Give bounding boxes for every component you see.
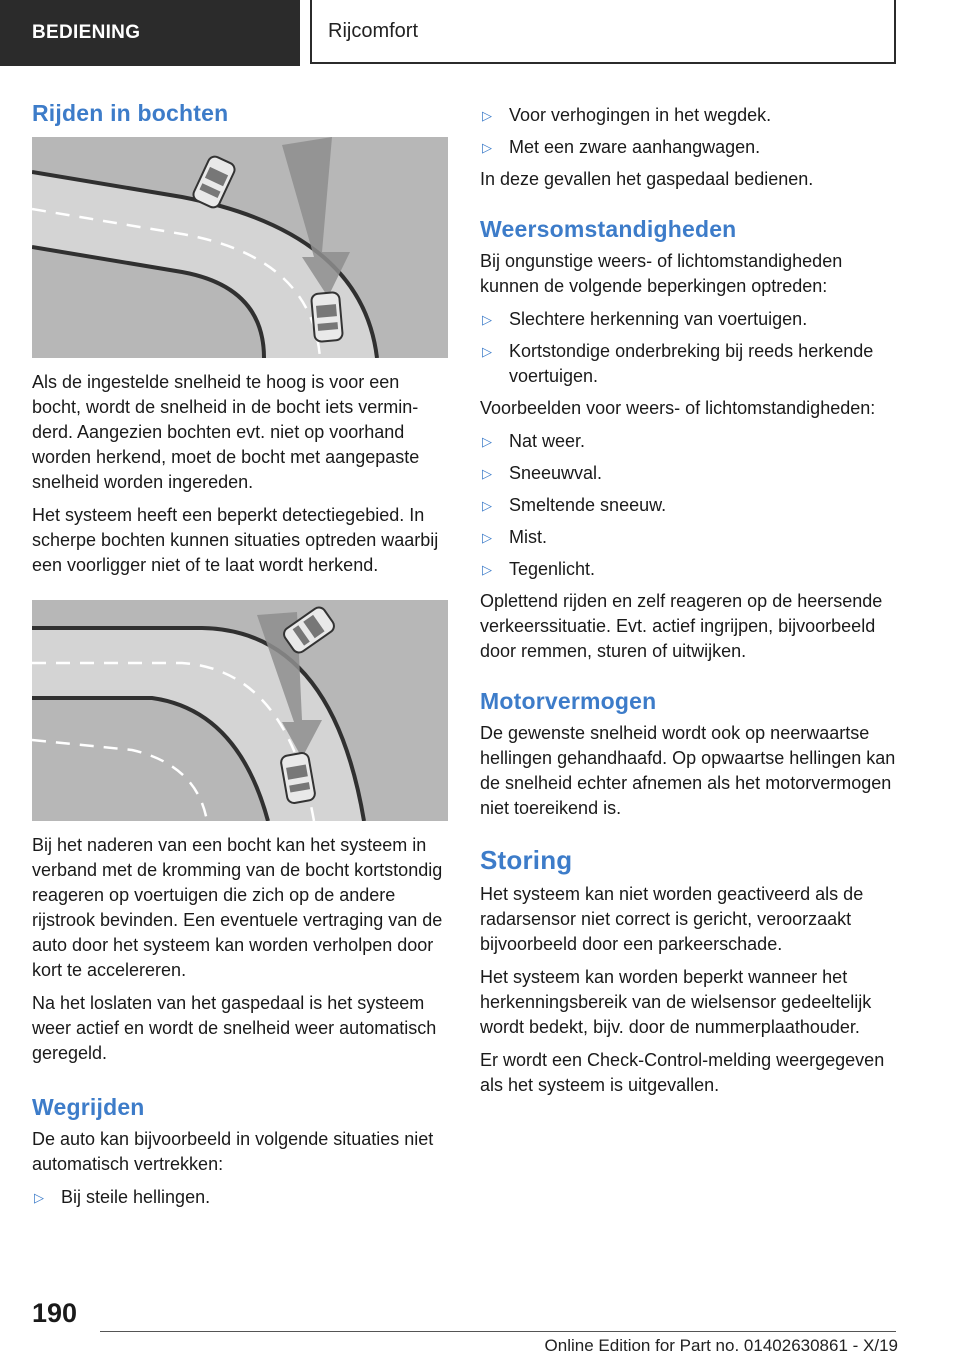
triangle-bullet-icon: ▷ <box>482 312 492 327</box>
para-voorbeelden: Voorbeelden voor weers- of lichtomstandigheden: <box>480 398 876 418</box>
chapter-title: Rijcomfort <box>328 19 419 42</box>
list-item: ▷ Slechtere herkenning van voertuigen. <box>480 307 896 332</box>
right-column <box>480 100 896 1106</box>
para-storing-3: Er wordt een Check-Control-melding weergegeven als het systeem is uitgevallen. <box>480 1050 885 1095</box>
list-item: ▷ Smeltende sneeuw. <box>480 493 896 518</box>
triangle-bullet-icon: ▷ <box>482 344 492 359</box>
triangle-bullet-icon: ▷ <box>482 466 492 481</box>
triangle-bullet-icon: ▷ <box>482 562 492 577</box>
para-storing-1: Het systeem kan niet worden geactiveerd als de radarsensor niet correct is gericht, veroorzaakt bijvoorbeeld door een parkeerschade. <box>480 884 864 954</box>
chapter-tab <box>310 0 896 64</box>
list-item: ▷ Voor verhogingen in het wegdek. <box>480 103 896 128</box>
section-tab <box>0 0 300 66</box>
para-motorvermogen: De gewenste snelheid wordt ook op neerwaartse hellingen gehandhaafd. Op opwaartse hellingen kan de snelheid echter afnemen als het motorvermogen niet toereikend is. <box>480 723 896 818</box>
para-wegrijden: De auto kan bijvoorbeeld in volgende situaties niet automatisch vertrekken: <box>32 1129 434 1174</box>
left-column <box>32 100 448 1217</box>
footer-edition: Online Edition for Part no. 01402630861 - X/19 <box>544 1336 898 1355</box>
curve-illustration-2 <box>32 600 448 821</box>
triangle-bullet-icon: ▷ <box>482 434 492 449</box>
list-item: ▷ Met een zware aanhangwagen. <box>480 135 896 160</box>
para-gaspedaal: In deze gevallen het gaspedaal bedienen. <box>480 169 814 189</box>
list-item: ▷ Bij steile hellingen. <box>32 1185 448 1210</box>
triangle-bullet-icon: ▷ <box>482 530 492 545</box>
weer-list <box>480 307 896 389</box>
page-number: 190 <box>32 1298 78 1328</box>
para-storing-2: Het systeem kan worden beperkt wanneer het herkenningsbereik van de wielsensor gedeeltelijk wordt bedekt, bijv. door de nummerplaathouder. <box>480 967 872 1037</box>
list-item: ▷ Sneeuwval. <box>480 461 896 486</box>
curve-illustration-1 <box>32 137 448 358</box>
section-title: BEDIENING <box>32 22 141 43</box>
list-item: ▷ Mist. <box>480 525 896 550</box>
para-bochten-1: Als de ingestelde snelheid te hoog is voor een bocht, wordt de snelheid in de bocht iets verminderd. Aangezien bochten evt. niet op voorhand worden herkend, moet de bocht met aangepaste snelheid worden ingereden. <box>32 372 420 492</box>
para-weer: Bij ongunstige weers- of lichtomstandigheden kunnen de volgende beperkingen optreden: <box>480 251 843 296</box>
list-item: ▷ Nat weer. <box>480 429 896 454</box>
para-bochten-3: Bij het naderen van een bocht kan het systeem in verband met de kromming van de bocht kortstondig reageren op voertuigen die zich op de andere rijstrook bevinden. Een eventuele vertraging van de auto door het systeem kan worden verholpen door kort te accelereren. <box>32 835 443 980</box>
list-item: ▷ Tegenlicht. <box>480 557 896 582</box>
list-item: ▷ Kortstondige onderbreking bij reeds herkende voertuigen. <box>482 341 874 386</box>
heading-storing: Storing <box>480 845 573 875</box>
car-icon <box>311 292 343 342</box>
heading-weersomstandigheden: Weersomstandigheden <box>480 216 737 242</box>
heading-wegrijden: Wegrijden <box>32 1094 145 1120</box>
triangle-bullet-icon: ▷ <box>482 498 492 513</box>
heading-rijden-in-bochten: Rijden in bochten <box>32 100 229 126</box>
triangle-bullet-icon: ▷ <box>482 108 492 123</box>
footer-rule <box>100 1331 896 1332</box>
situations-list <box>480 103 896 160</box>
triangle-bullet-icon: ▷ <box>34 1190 44 1205</box>
heading-motorvermogen: Motorvermogen <box>480 688 657 714</box>
voorbeelden-list <box>480 429 896 582</box>
para-oplettend: Oplettend rijden en zelf reageren op de heersende verkeerssituatie. Evt. actief ingrijpen, bijvoorbeeld door remmen, sturen of uitwijken. <box>480 591 883 661</box>
wegrijden-list <box>32 1185 448 1210</box>
triangle-bullet-icon: ▷ <box>482 140 492 155</box>
para-bochten-4: Na het loslaten van het gaspedaal is het systeem weer actief en wordt de snelheid weer automatisch geregeld. <box>32 993 437 1063</box>
para-bochten-2: Het systeem heeft een beperkt detectiegebied. In scherpe bochten kunnen situaties optreden waarbij een voorligger niet of te laat wordt herkend. <box>32 505 439 575</box>
